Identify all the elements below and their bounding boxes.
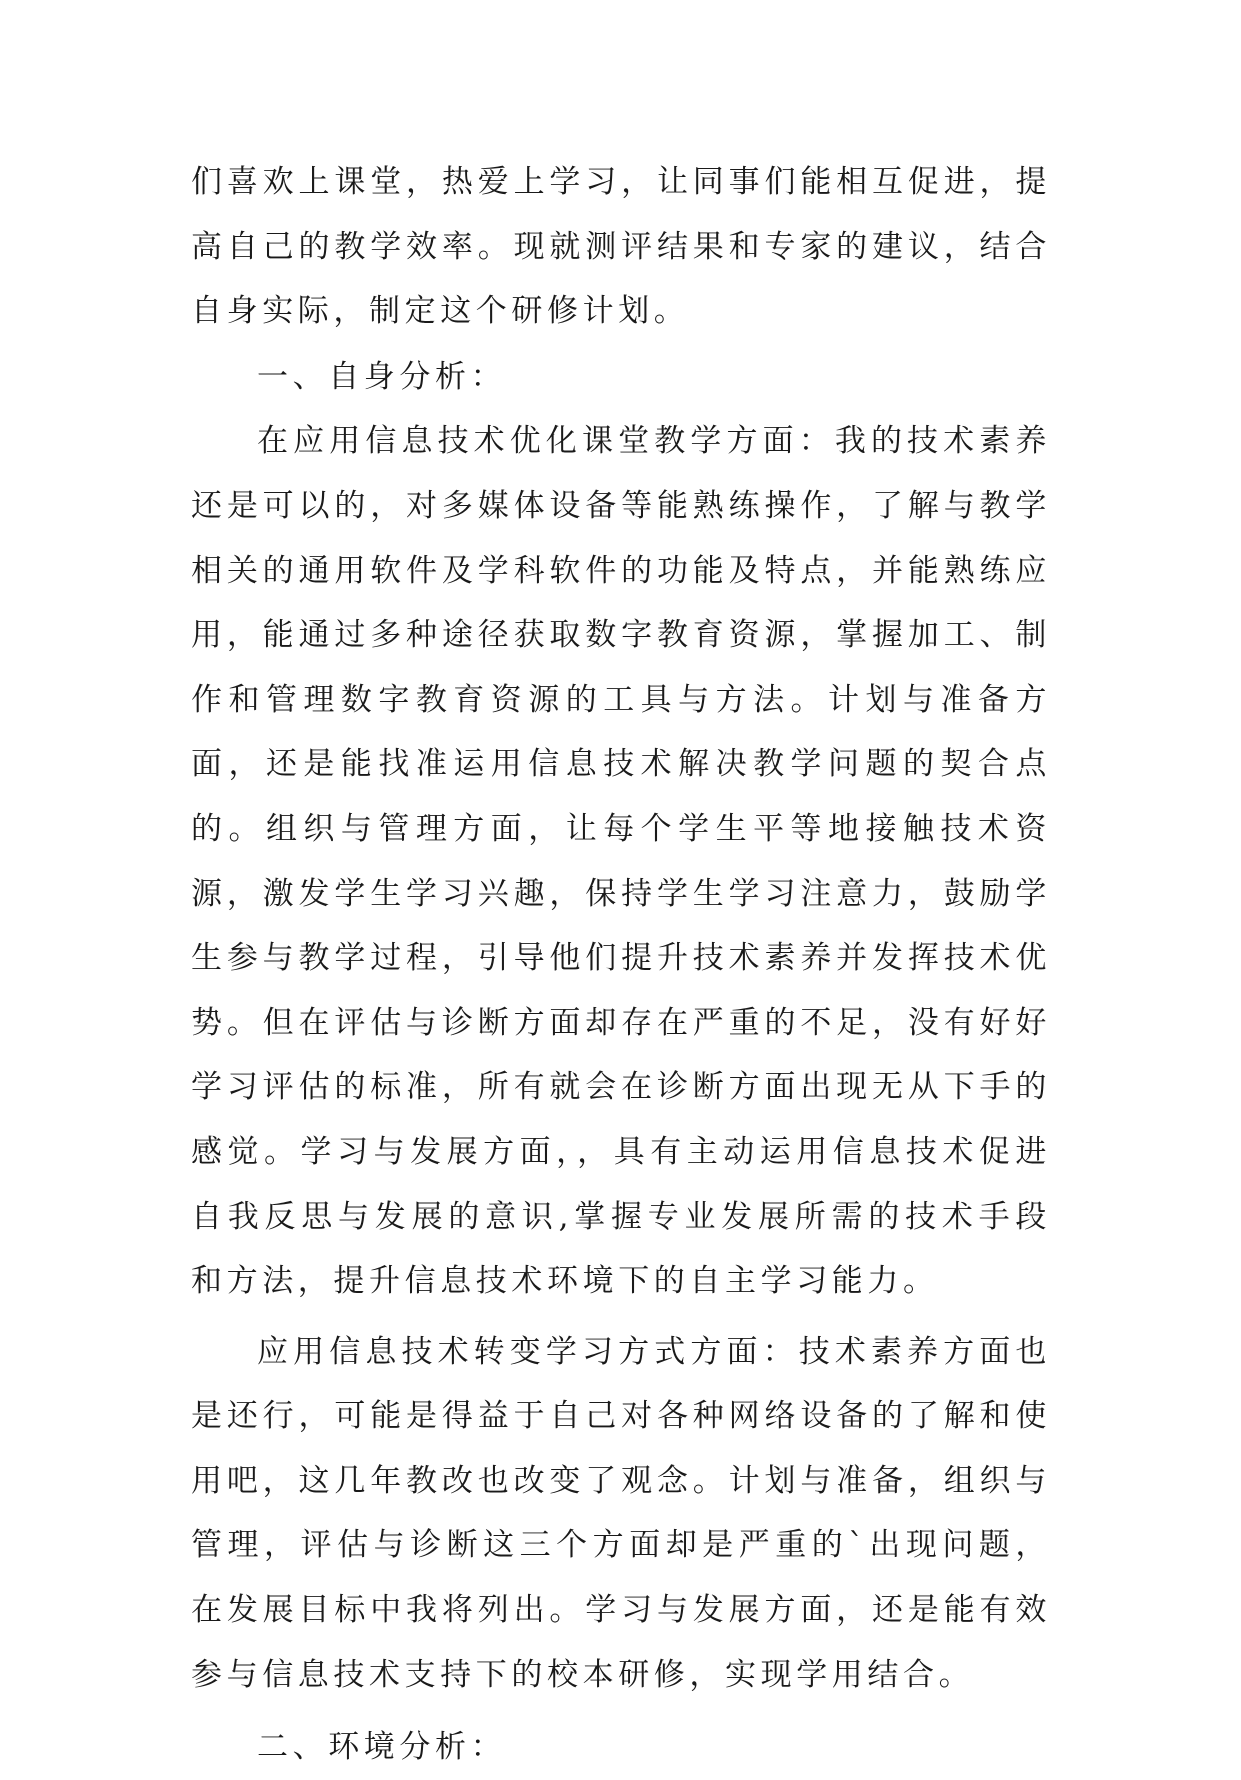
- paragraph-intro-continued: 们喜欢上课堂，热爱上学习，让同事们能相互促进，提高自己的教学效率。现就测评结果和专家的建议，结合自身实际，制定这个研修计划。: [191, 164, 1051, 330]
- paragraph-classroom-optimization: 在应用信息技术优化课堂教学方面：我的技术素养还是可以的，对多媒体设备等能熟练操作，了解与教学相关的通用软件及学科软件的功能及特点，并能熟练应用，能通过多种途径获取数字教育资源，掌握加工、制作和管理数字教育资源的工具与方法。计划与准备方面，还是能找准运用信息技术解决教学问题的契合点的。组织与管理方面，让每个学生平等地接触技术资源，激发学生学习兴趣，保持学生学习注意力，鼓励学生参与教学过程，引导他们提升技术素养并发挥技术优势。但在评估与诊断方面却存在严重的不足，没有好好学习评估的标准，所有就会在诊断方面出现无从下手的感觉。学习与发展方面，，具有主动运用信息技术促进自我反思与发展的意识,掌握专业发展所需的技术手段和方法，提升信息技术环境下的自主学习能力。: [191, 423, 1051, 1300]
- section-heading-self-analysis: 一、自身分析：: [257, 358, 507, 395]
- section-heading-environment-analysis: 二、环境分析：: [257, 1729, 507, 1766]
- document-body: [191, 150, 1051, 1780]
- paragraph-learning-transformation: 应用信息技术转变学习方式方面：技术素养方面也是还行，可能是得益于自己对各种网络设备的了解和使用吧，这几年教改也改变了观念。计划与准备，组织与管理，评估与诊断这三个方面却是严重的`出现问题，在发展目标中我将列出。学习与发展方面，还是能有效参与信息技术支持下的校本研修，实现学用结合。: [191, 1333, 1051, 1693]
